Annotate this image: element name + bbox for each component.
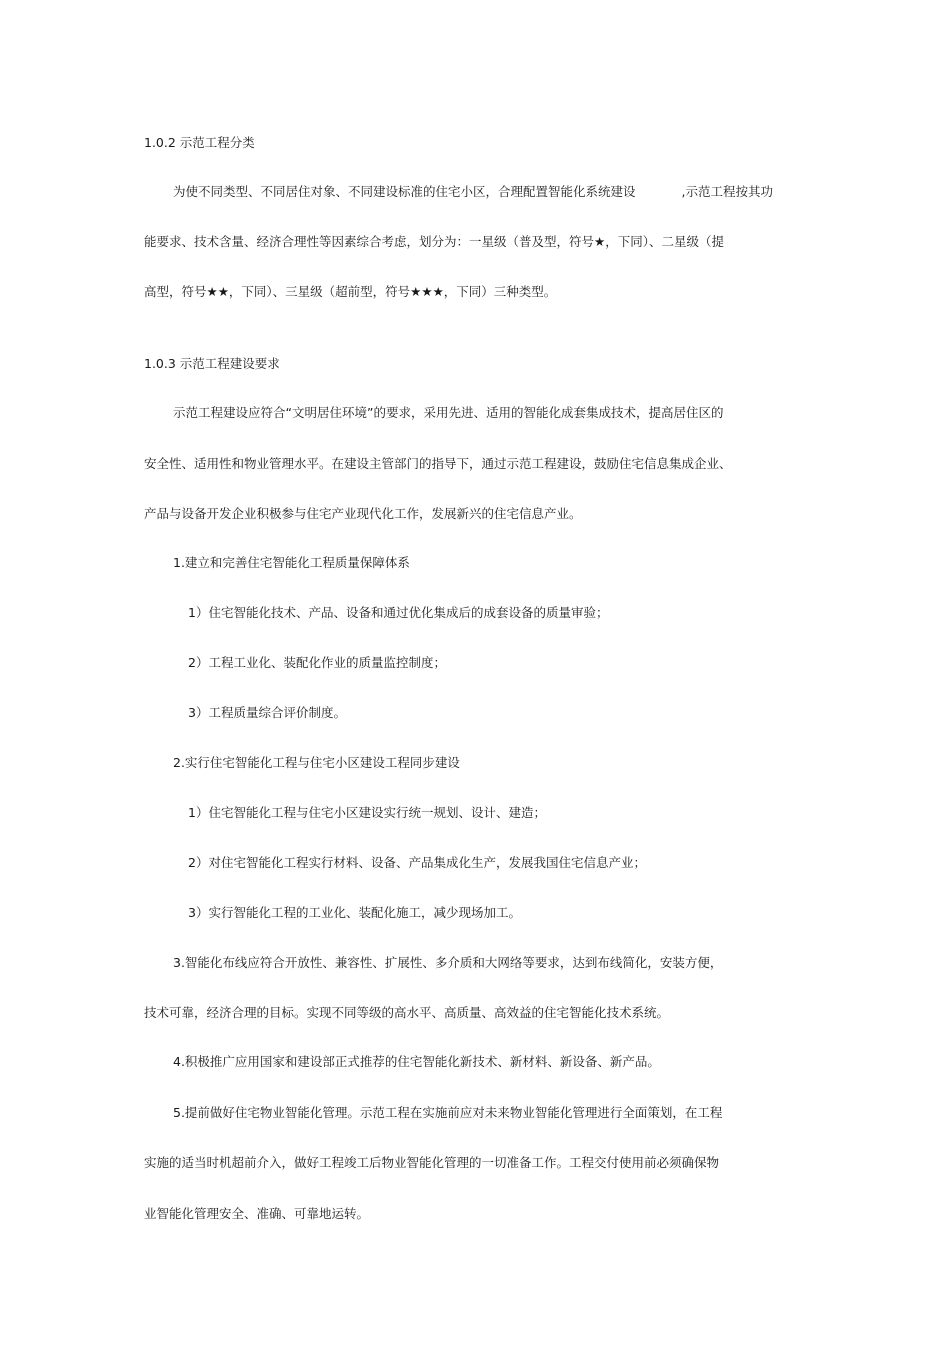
sub-list-item: 2）对住宅智能化工程实行材料、设备、产品集成化生产，发展我国住宅信息产业； <box>188 855 646 870</box>
list-item: 5.提前做好住宅物业智能化管理。示范工程在实施前应对未来物业智能化管理进行全面策划，在工程 <box>173 1105 723 1120</box>
paragraph-line <box>173 184 773 200</box>
sub-list-item: 2）工程工业化、装配化作业的质量监控制度； <box>188 655 446 670</box>
sub-list-item: 3）实行智能化工程的工业化、装配化施工，减少现场加工。 <box>188 905 521 920</box>
list-item: 4.积极推广应用国家和建设部正式推荐的住宅智能化新技术、新材料、新设备、新产品。 <box>173 1054 660 1069</box>
list-item: 1.建立和完善住宅智能化工程质量保障体系 <box>173 555 410 570</box>
paragraph-line: 技术可靠，经济合理的目标。实现不同等级的高水平、高质量、高效益的住宅智能化技术系统。 <box>144 1005 670 1020</box>
paragraph-line: 实施的适当时机超前介入，做好工程竣工后物业智能化管理的一切准备工作。工程交付使用前必须确保物 <box>144 1155 720 1170</box>
paragraph-line: 示范工程建设应符合“文明居住环境”的要求，采用先进、适用的智能化成套集成技术，提高居住区的 <box>173 405 724 420</box>
paragraph-line: 安全性、适用性和物业管理水平。在建设主管部门的指导下，通过示范工程建设，鼓励住宅信息集成企业、 <box>144 456 732 471</box>
paragraph-line: 业智能化管理安全、准确、可靠地运转。 <box>144 1206 370 1221</box>
text-segment: 为使不同类型、不同居住对象、不同建设标准的住宅小区，合理配置智能化系统建设 <box>173 184 636 199</box>
list-item: 3.智能化布线应符合开放性、兼容性、扩展性、多介质和大网络等要求，达到布线简化，安装方便， <box>173 955 723 970</box>
list-item: 2.实行住宅智能化工程与住宅小区建设工程同步建设 <box>173 755 460 770</box>
section-heading-103: 1.0.3 示范工程建设要求 <box>144 356 280 371</box>
paragraph-line: 高型，符号★★，下同）、三星级（超前型，符号★★★，下同）三种类型。 <box>144 284 557 299</box>
paragraph-line: 产品与设备开发企业积极参与住宅产业现代化工作，发展新兴的住宅信息产业。 <box>144 506 582 521</box>
sub-list-item: 1）住宅智能化技术、产品、设备和通过优化集成后的成套设备的质量审验； <box>188 605 609 620</box>
text-segment: ,示范工程按其功 <box>681 184 773 199</box>
sub-list-item: 1）住宅智能化工程与住宅小区建设实行统一规划、设计、建造； <box>188 805 546 820</box>
sub-list-item: 3）工程质量综合评价制度。 <box>188 705 346 720</box>
section-heading-102: 1.0.2 示范工程分类 <box>144 135 255 150</box>
paragraph-line: 能要求、技术含量、经济合理性等因素综合考虑，划分为：一星级（普及型，符号★，下同）、二星级（提 <box>144 234 724 249</box>
